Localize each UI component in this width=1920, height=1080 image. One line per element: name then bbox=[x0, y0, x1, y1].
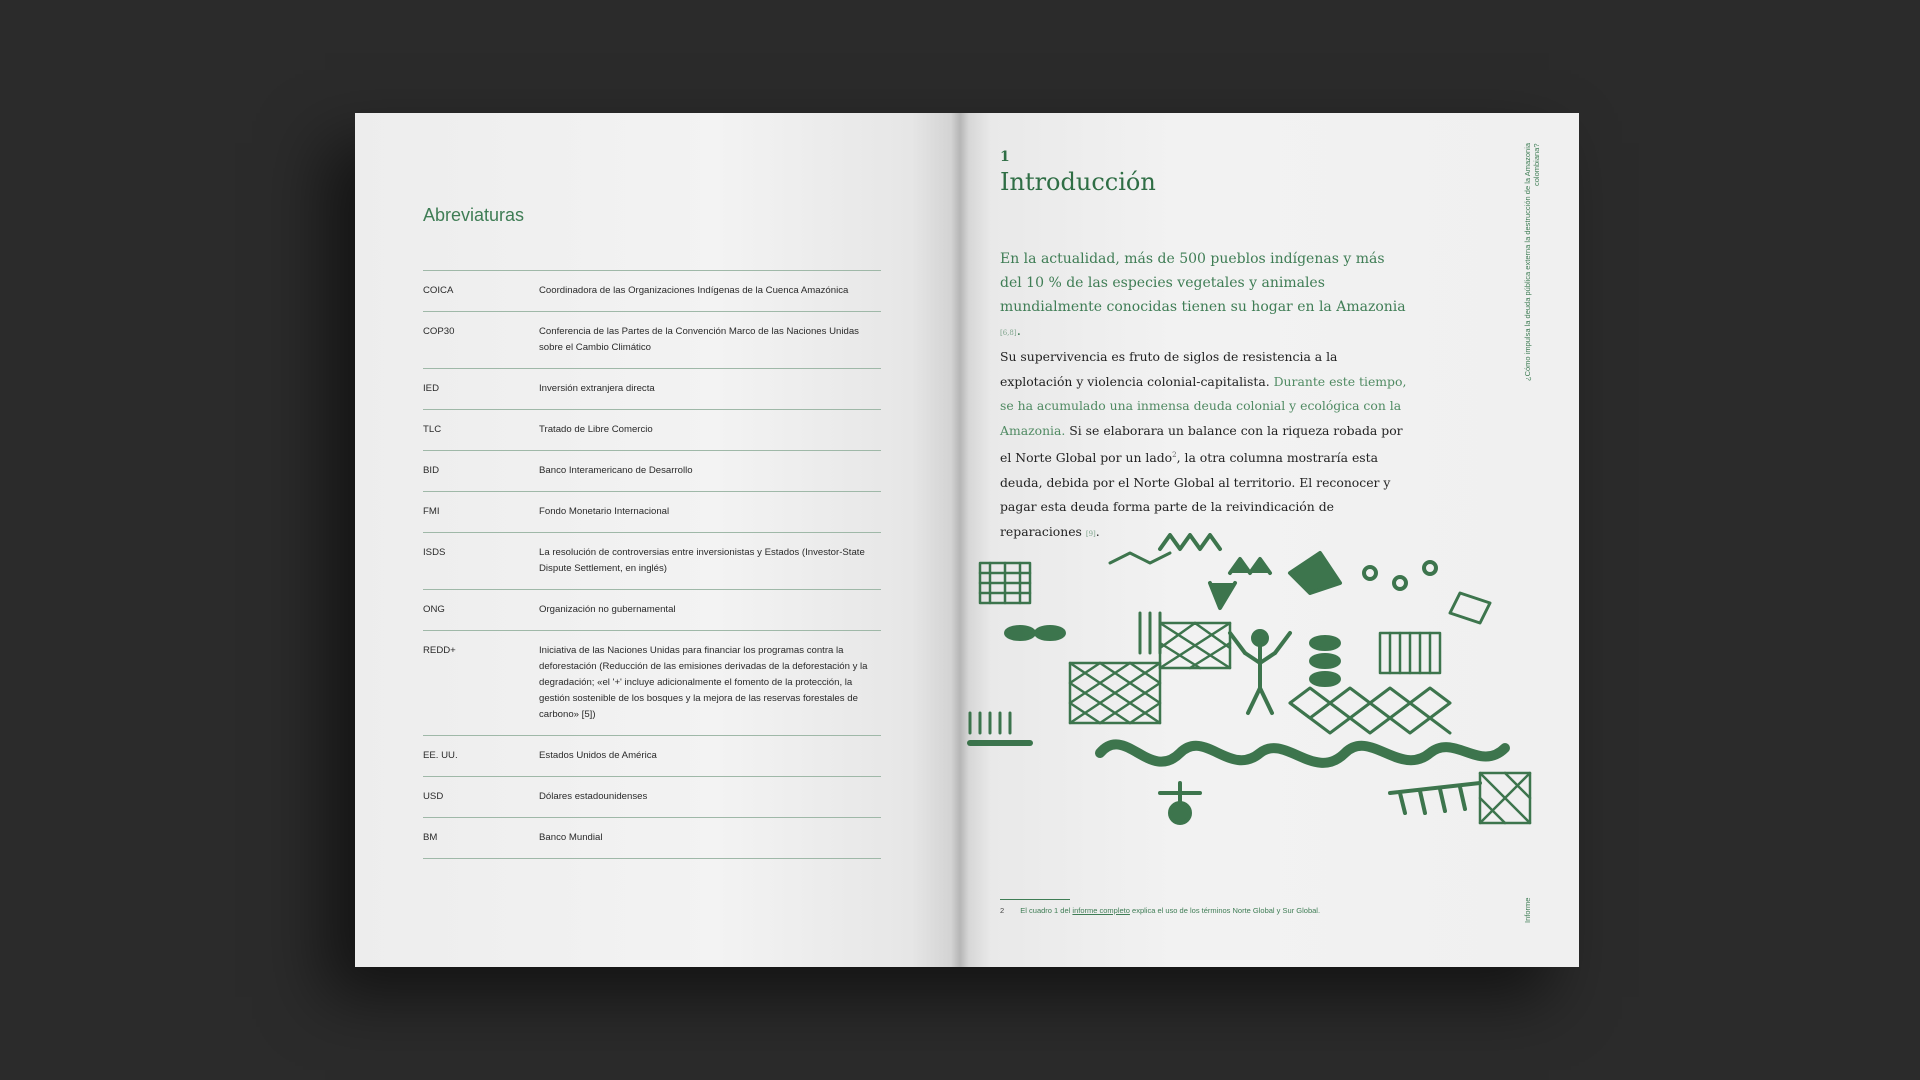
abbreviations-table bbox=[423, 270, 881, 859]
abbreviation-code: FMI bbox=[423, 506, 440, 517]
abbreviation-code: ONG bbox=[423, 604, 445, 615]
footnote-text-pre: El cuadro 1 del bbox=[1020, 906, 1071, 915]
abbreviation-row bbox=[423, 312, 881, 369]
lead-paragraph: En la actualidad, más de 500 pueblos indígenas y más del 10 % de las especies vegetales y animales mundialmente conocidas tienen su hogar en la Amazonia [6,8]. bbox=[1000, 251, 1406, 339]
abbreviation-row bbox=[423, 271, 881, 312]
footnote-rule bbox=[1000, 899, 1070, 900]
body-paragraph: Su supervivencia es fruto de siglos de resistencia a la explotación y violencia colonial-capitalista. Durante este tiempo, se ha acumulado una inmensa deuda colonial y ecológica con la Amazonia. Si se elaborara un balance con la riqueza robada por el Norte Global por un lado$^2$, la otra columna mostraría esta deuda, debida por el Norte Global al territorio. El reconocer y pagar esta deuda forma parte de la reivindicación de reparaciones [9]. bbox=[1000, 349, 1407, 539]
abbreviation-description: Coordinadora de las Organizaciones Indígenas de la Cuenca Amazónica bbox=[539, 285, 849, 296]
body-text-2a: Si se elaborara un balance con la riqueza robada por el Norte Global por un lado bbox=[1000, 422, 1403, 466]
book-gutter bbox=[951, 113, 969, 967]
abbreviation-row bbox=[423, 492, 881, 533]
abbreviation-description: Tratado de Libre Comercio bbox=[539, 424, 653, 435]
abbreviation-row bbox=[423, 451, 881, 492]
footnote-marker: 2 bbox=[1172, 451, 1177, 459]
footnote-text-post: explica el uso de los términos Norte Global y Sur Global. bbox=[1132, 906, 1321, 915]
body-reference: [9] bbox=[1085, 529, 1096, 538]
footnote-link[interactable]: informe completo bbox=[1072, 906, 1130, 915]
running-head: ¿Cómo impulsa la deuda pública externa la destrucción de la Amazonia colombiana? bbox=[1523, 143, 1541, 382]
left-page bbox=[355, 113, 960, 967]
chapter-title: Introducción bbox=[1000, 168, 1156, 196]
abbreviation-description: Iniciativa de las Naciones Unidas para financiar los programas contra la deforestación (Reducción de las emisiones derivadas de la deforestación y la degradación; «el '+' incluye adicionalmente el fomento de la protección, la gestión sostenible de los bosques y la mejora de las reservas forestales de carbono» [5]) bbox=[539, 645, 868, 720]
abbreviation-row bbox=[423, 736, 881, 777]
intro-text bbox=[1000, 247, 1410, 546]
abbreviation-row bbox=[423, 631, 881, 736]
abbreviation-code: USD bbox=[423, 791, 444, 802]
abbreviation-row bbox=[423, 590, 881, 631]
abbreviation-row bbox=[423, 777, 881, 818]
body-text-2b: , la otra columna mostraría esta deuda, debida por el Norte Global al territorio. El reconocer y pagar esta deuda forma parte de la reivindicación de reparaciones bbox=[1000, 450, 1391, 539]
abbreviation-code: EE. UU. bbox=[423, 750, 458, 761]
abbreviation-code: REDD+ bbox=[423, 645, 456, 656]
abbreviation-code: TLC bbox=[423, 424, 442, 435]
rock-art-illustration bbox=[960, 513, 1560, 853]
abbreviation-description: Organización no gubernamental bbox=[539, 604, 676, 615]
abbreviation-row bbox=[423, 818, 881, 859]
abbreviation-description: Banco Mundial bbox=[539, 832, 603, 843]
abbreviation-row bbox=[423, 410, 881, 451]
footnote-number: 2 bbox=[1000, 906, 1005, 915]
abbreviation-code: IED bbox=[423, 383, 439, 394]
abbreviations-title: Abreviaturas bbox=[423, 205, 525, 225]
abbreviation-row bbox=[423, 369, 881, 410]
abbreviation-code: ISDS bbox=[423, 547, 446, 558]
abbreviation-description: Banco Interamericano de Desarrollo bbox=[539, 465, 693, 476]
lead-text: En la actualidad, más de 500 pueblos indígenas y más del 10 % de las especies vegetales y animales mundialmente conocidas tienen su hogar en la Amazonia bbox=[1000, 251, 1406, 315]
abbreviation-description: Dólares estadounidenses bbox=[539, 791, 648, 802]
abbreviation-code: BM bbox=[423, 832, 438, 843]
abbreviation-code: BID bbox=[423, 465, 439, 476]
abbreviation-code: COP30 bbox=[423, 326, 455, 337]
right-page bbox=[960, 113, 1579, 967]
abbreviation-code: COICA bbox=[423, 285, 454, 296]
open-booklet bbox=[355, 113, 1579, 967]
abbreviation-description: Estados Unidos de América bbox=[539, 750, 657, 761]
chapter-number: 1 bbox=[1000, 149, 1010, 165]
abbreviation-row bbox=[423, 533, 881, 590]
body-highlight: Durante este tiempo, se ha acumulado una inmensa deuda colonial y ecológica con la Amazonia. bbox=[1000, 373, 1407, 438]
body-text-1: Su supervivencia es fruto de siglos de resistencia a la explotación y violencia colonial-capitalista. bbox=[1000, 349, 1338, 389]
abbreviation-description: La resolución de controversias entre inversionistas y Estados (Investor-State Dispute Settlement, en inglés) bbox=[539, 547, 865, 574]
footnote bbox=[1000, 906, 1320, 915]
abbreviation-description: Fondo Monetario Internacional bbox=[539, 506, 670, 517]
running-foot: Informe bbox=[1523, 897, 1532, 923]
abbreviation-description: Conferencia de las Partes de la Convención Marco de las Naciones Unidas sobre el Cambio Climático bbox=[539, 326, 859, 353]
abbreviation-description: Inversión extranjera directa bbox=[539, 383, 655, 394]
lead-reference: [6,8] bbox=[1000, 329, 1017, 337]
